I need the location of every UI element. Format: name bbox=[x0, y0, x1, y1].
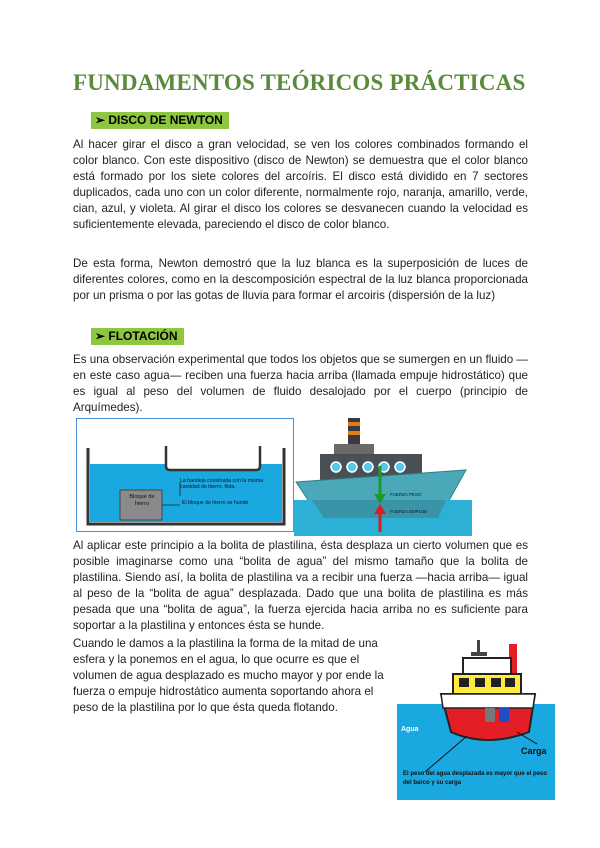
tray-label: La bandeja construida con la misma cantidad de hierro, flota. bbox=[180, 478, 264, 490]
ship-figure bbox=[294, 414, 472, 536]
weight-label: FUERZA PESO bbox=[390, 492, 422, 497]
cargo-box-1 bbox=[485, 708, 495, 722]
water-label: Agua bbox=[401, 726, 419, 733]
ship-top-deck bbox=[334, 444, 374, 454]
paragraph-flotacion-3: Cuando le damos a la plastilina la forma de la mitad de una esfera y la ponemos en el agua, lo que ocurre es que el volumen de agua desplazado es mucho mayor y por ende la fuerza o empuje hidrostático aumenta soportando ahora el peso de la plastilina por lo que ésta queda flotando. bbox=[73, 637, 384, 715]
paragraph-flotacion-1: Es una observación experimental que todos los objetos que se sumergen en un fluido — en este caso agua— reciben una fuerza hacia arriba (llamada empuje hidrostático) que es igual al peso del volumen de fluido desalojado por el cuerpo (principio de Arquímedes). bbox=[73, 353, 529, 415]
boat-top-cabin bbox=[463, 658, 511, 674]
boat-figure bbox=[397, 636, 555, 800]
section-heading-flotacion: ➢ FLOTACIÓN bbox=[91, 328, 184, 345]
cargo-label: Carga bbox=[521, 746, 547, 756]
paragraph-disco-2: De esta forma, Newton demostró que la luz blanca es la superposición de luces de diferentes colores, como en la descomposición espectral de la luz blanca proporcionada por un prisma o por las gotas de lluvia para formar el arcoiris (dispersión de la luz) bbox=[73, 257, 528, 303]
cargo-box-2 bbox=[499, 708, 509, 722]
paragraph-flotacion-2: Al aplicar este principio a la bolita de plastilina, ésta desplaza un cierto volumen que es posible imaginarse como una “bolita de agua” del mismo tamaño que la bolita de plastilina. Siendo así, la bolita de plastilina va a recibir una fuerza —hacia arriba— igual al peso de la “bolita de agua” desplazada. Dado que una bolita de plastilina es más pesada que una “bolita de agua”, la fuerza ejercida hacia arriba no es suficiente para soportar a la plastilina y entonces ésta se hunde. bbox=[73, 539, 528, 633]
buoyancy-label: FUERZA EMPUJE bbox=[390, 509, 428, 514]
paragraph-disco-1: Al hacer girar el disco a gran velocidad, se ven los colores combinados formando el color blanco. Con este dispositivo (disco de Newton) se demuestra que el color blanco está formado por los siete colores del arcoíris. El disco está dividido en 7 sectores duplicados, cada uno con un color diferente, normalmente rojo, naranja, amarillo, verde, cian, azul, y violeta. Al girar el disco los colores se desvanecen cuando la velocidad es suficientemente elevada, pareciendo el disco de color blanco. bbox=[73, 138, 528, 232]
block-label: Bloque de hierro bbox=[129, 494, 155, 507]
boat-mast bbox=[471, 652, 487, 656]
page-title: FUNDAMENTOS TEÓRICOS PRÁCTICAS bbox=[73, 70, 526, 95]
tank-figure bbox=[76, 418, 294, 532]
boat-caption: El peso del agua desplazada es mayor que el peso del barco y su carga bbox=[403, 771, 548, 786]
block-caption: El bloque de hierro se hunde bbox=[182, 500, 249, 506]
section-heading-disco: ➢ DISCO DE NEWTON bbox=[91, 112, 229, 129]
floating-tray bbox=[166, 446, 260, 470]
